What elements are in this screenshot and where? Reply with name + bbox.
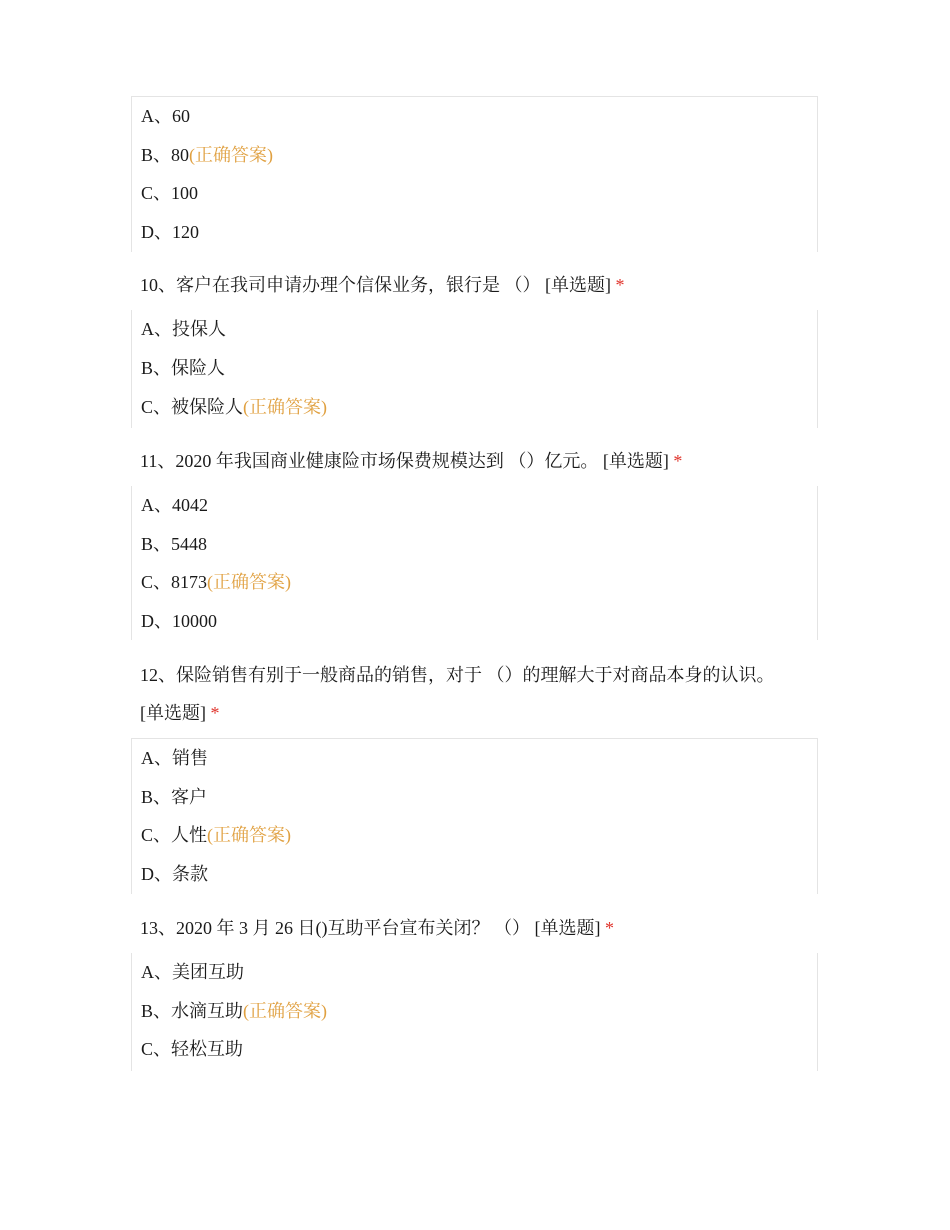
- option-text: D、120: [141, 222, 199, 242]
- question-text: 12、保险销售有别于一般商品的销售，对于 （）的理解大于对商品本身的认识。: [140, 665, 775, 685]
- correct-answer-label: (正确答案): [207, 825, 292, 845]
- q11-title: [140, 449, 682, 473]
- q12-option-d: [141, 863, 208, 885]
- q10-options: [131, 310, 818, 428]
- option-text: D、10000: [141, 611, 217, 631]
- q13-title: [140, 916, 614, 940]
- q12-title-line2: [140, 701, 220, 725]
- option-text: C、100: [141, 183, 199, 203]
- option-text: C、人性: [141, 825, 208, 845]
- option-text: B、客户: [141, 787, 208, 807]
- q12-title-line1: [140, 663, 775, 687]
- q12-option-a: [141, 747, 208, 769]
- q12-options: [131, 738, 818, 894]
- correct-answer-label: (正确答案): [207, 572, 292, 592]
- required-mark: *: [210, 703, 220, 723]
- option-text: A、美团互助: [141, 962, 244, 982]
- option-text: B、保险人: [141, 358, 226, 378]
- option-text: B、80: [141, 145, 190, 165]
- option-text: D、条款: [141, 864, 208, 884]
- q13-option-a: [141, 961, 244, 983]
- q13-option-c: [141, 1038, 243, 1060]
- q12-option-c: [141, 824, 291, 846]
- option-text: A、投保人: [141, 319, 226, 339]
- required-mark: *: [604, 918, 614, 938]
- q13-options: [131, 953, 818, 1071]
- option-text: C、8173: [141, 572, 208, 592]
- question-text: 11、2020 年我国商业健康险市场保费规模达到 （）亿元。 [单选题]: [140, 451, 669, 471]
- q10-title: [140, 273, 625, 297]
- q12-option-b: [141, 786, 207, 808]
- required-mark: *: [615, 275, 625, 295]
- q9-option-d: [141, 221, 199, 243]
- option-text: A、4042: [141, 495, 208, 515]
- q10-option-c: [141, 396, 327, 418]
- q9-option-c: [141, 182, 198, 204]
- q13-option-b: [141, 1000, 327, 1022]
- question-text: 10、客户在我司申请办理个信保业务，银行是 （） [单选题]: [140, 275, 611, 295]
- question-type: [单选题]: [140, 703, 206, 723]
- correct-answer-label: (正确答案): [243, 1001, 328, 1021]
- q11-option-d: [141, 610, 217, 632]
- q9-options: [131, 96, 818, 252]
- q9-option-b: [141, 144, 273, 166]
- q9-option-a: [141, 105, 190, 127]
- correct-answer-label: (正确答案): [243, 397, 328, 417]
- correct-answer-label: (正确答案): [189, 145, 274, 165]
- q11-option-b: [141, 533, 207, 555]
- option-text: A、销售: [141, 748, 208, 768]
- option-text: B、水滴互助: [141, 1001, 244, 1021]
- question-text: 13、2020 年 3 月 26 日()互助平台宣布关闭？ （） [单选题]: [140, 918, 601, 938]
- q11-option-c: [141, 571, 291, 593]
- q10-option-b: [141, 357, 225, 379]
- q11-options: [131, 486, 818, 640]
- q11-option-a: [141, 494, 208, 516]
- required-mark: *: [673, 451, 683, 471]
- option-text: C、被保险人: [141, 397, 244, 417]
- option-text: C、轻松互助: [141, 1039, 244, 1059]
- q10-option-a: [141, 318, 226, 340]
- option-text: B、5448: [141, 534, 208, 554]
- option-text: A、60: [141, 106, 190, 126]
